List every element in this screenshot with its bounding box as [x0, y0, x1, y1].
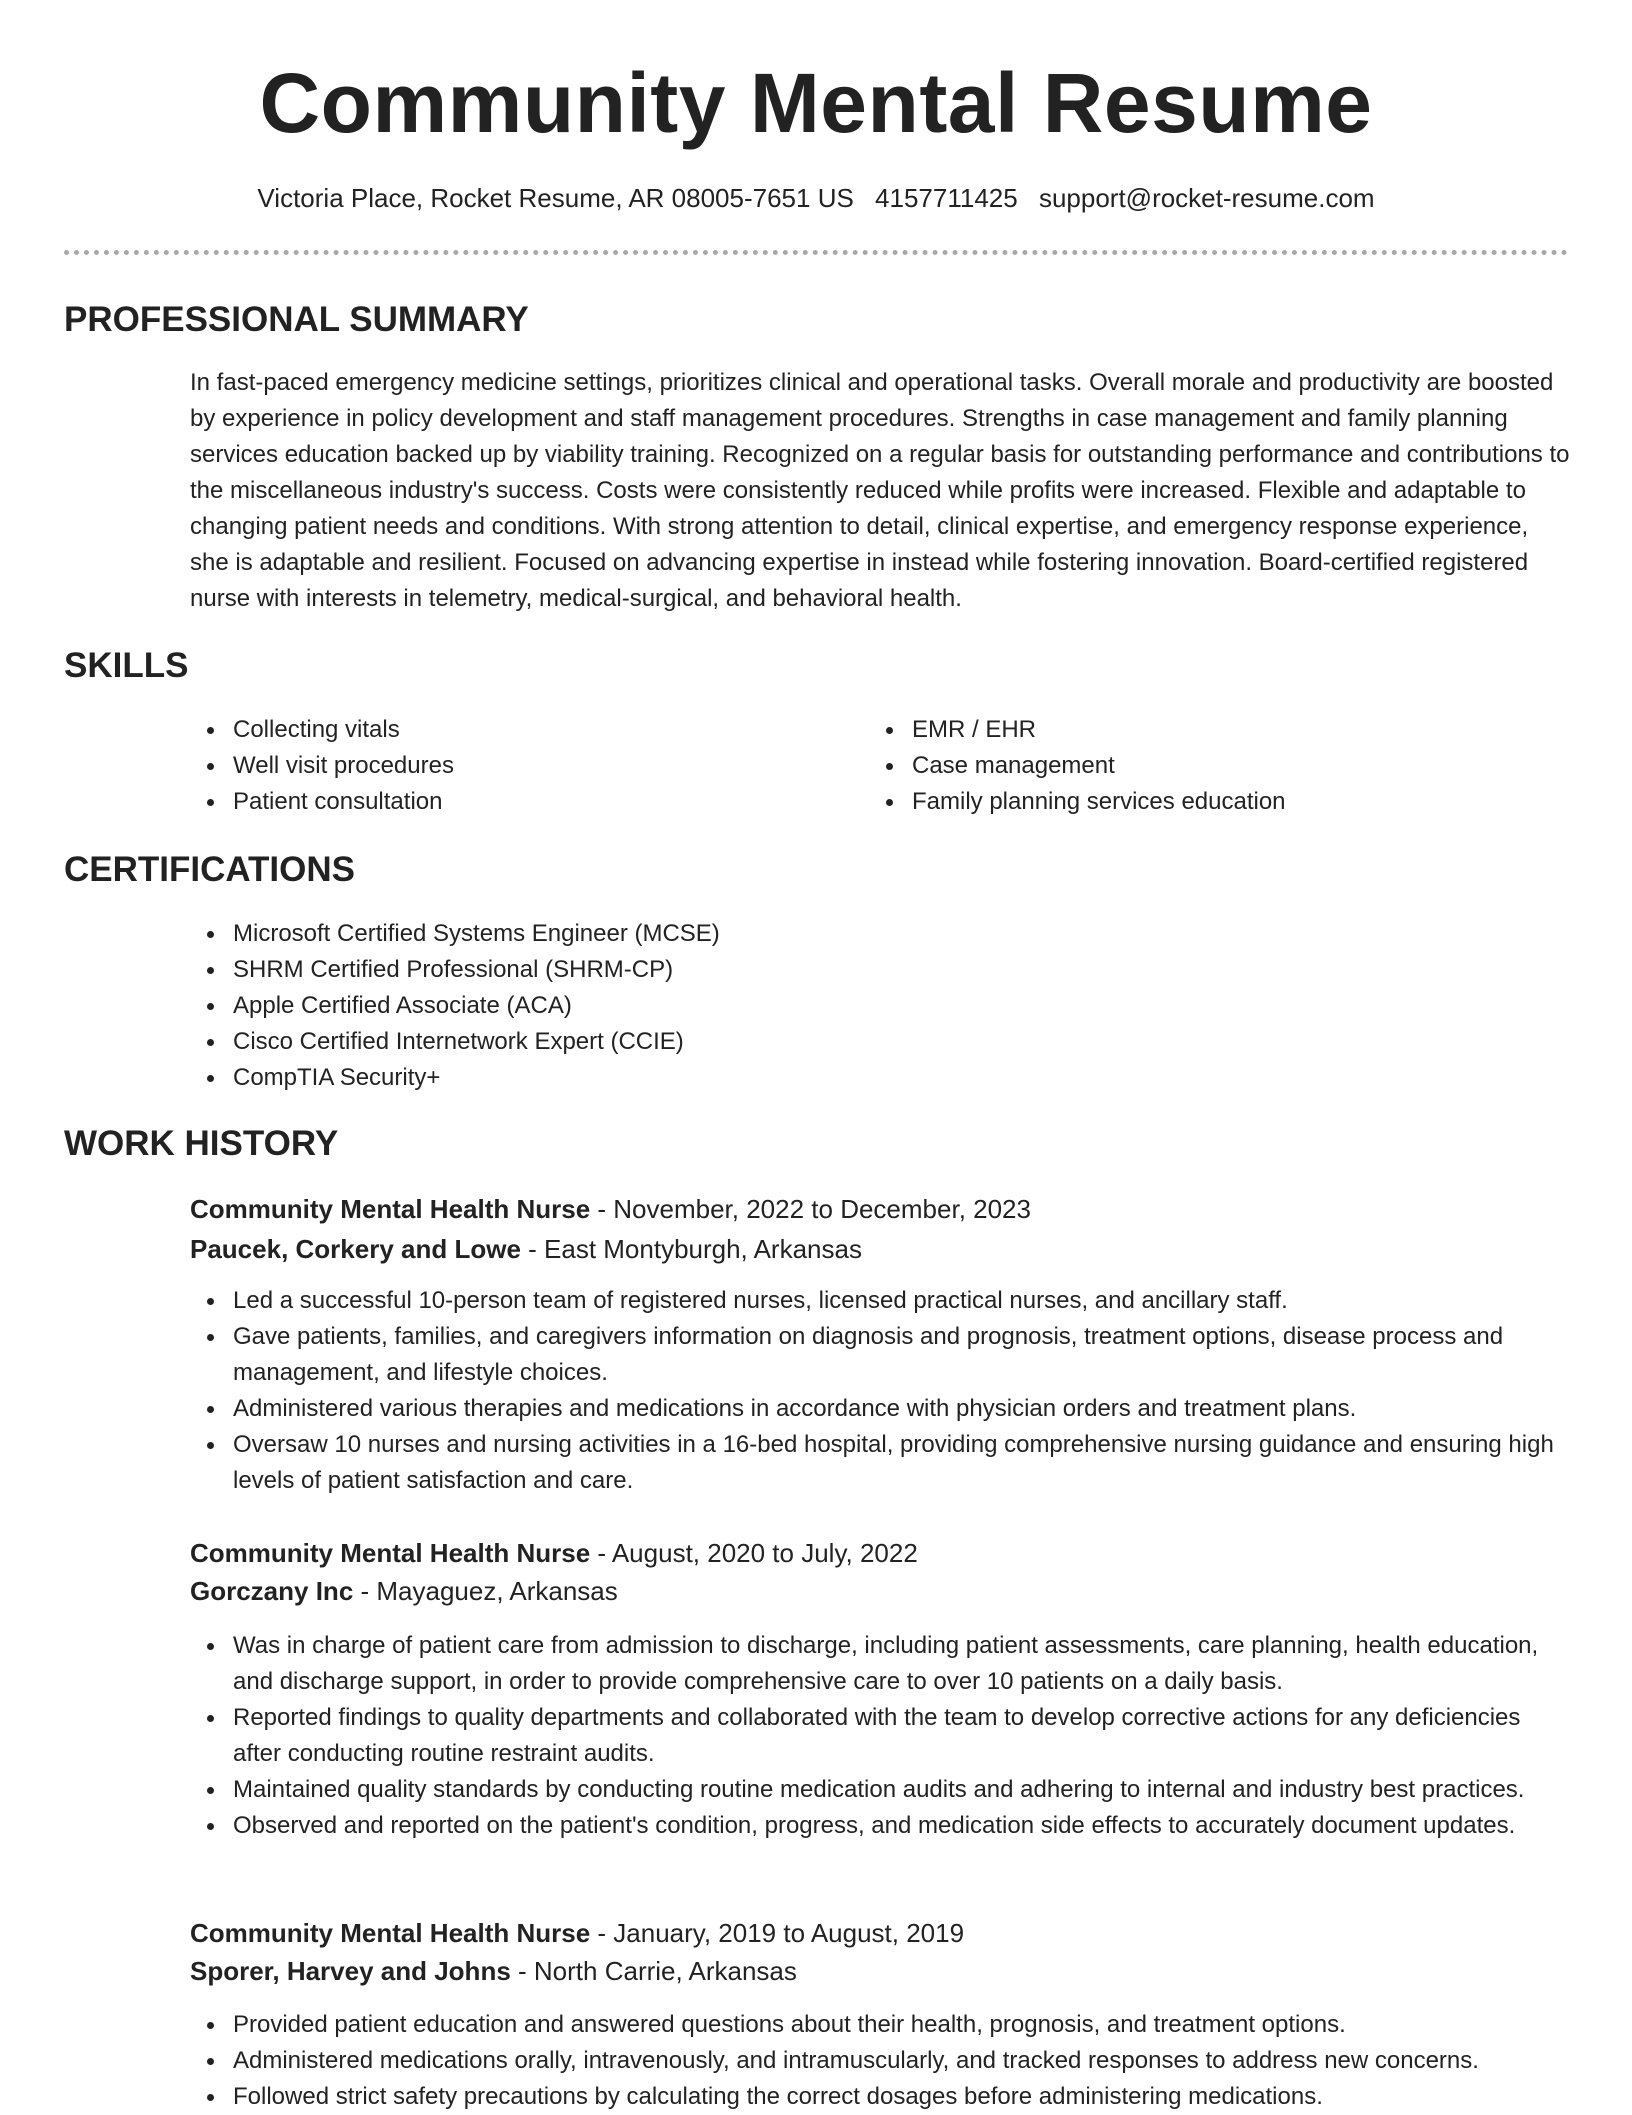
summary-heading: PROFESSIONAL SUMMARY: [64, 300, 529, 339]
list-item: Maintained quality standards by conducting routine medication audits and adhering to internal and industry best practices.: [190, 1772, 1570, 1808]
list-item: Family planning services education: [869, 784, 1549, 820]
list-item: Apple Certified Associate (ACA): [190, 988, 1570, 1024]
job-dates: - January, 2019 to August, 2019: [590, 1918, 965, 1948]
job-2-bullets: [190, 1628, 1570, 1844]
job-role: Community Mental Health Nurse: [190, 1918, 591, 1948]
list-item: SHRM Certified Professional (SHRM-CP): [190, 952, 1570, 988]
contact-phone: 4157711425: [875, 183, 1018, 213]
job-role: Community Mental Health Nurse: [190, 1538, 591, 1568]
candidate-name: Community Mental Resume: [259, 56, 1373, 150]
list-item: CompTIA Security+: [190, 1060, 1570, 1096]
list-item: Patient consultation: [190, 784, 830, 820]
job-2-company-line: [190, 1573, 618, 1609]
job-dates: - November, 2022 to December, 2023: [590, 1194, 1031, 1224]
list-item: Oversaw 10 nurses and nursing activities in a 16-bed hospital, providing comprehensive nursing guidance and ensuring high levels of patient satisfaction and care.: [190, 1427, 1570, 1499]
job-1-bullets: [190, 1283, 1570, 1499]
summary-text: In fast-paced emergency medicine settings, prioritizes clinical and operational tasks. Overall morale and productivity are boosted by experience in policy development and staff management procedures. Strengths in case management and family planning services education backed up by viability training. Recognized on a regular basis for outstanding performance and contributions to the miscellaneous industry's success. Costs were consistently reduced while profits were increased. Flexible and adaptable to changing patient needs and conditions. With strong attention to detail, clinical expertise, and emergency response experience, she is adaptable and resilient. Focused on advancing expertise in instead while fostering innovation. Board-certified registered nurse with interests in telemetry, medical-surgical, and behavioral health.: [190, 369, 1570, 612]
job-location: - North Carrie, Arkansas: [510, 1956, 797, 1986]
list-item: Led a successful 10-person team of registered nurses, licensed practical nurses, and ancillary staff.: [190, 1283, 1570, 1319]
work-history-heading: WORK HISTORY: [64, 1124, 339, 1163]
contact-address: Victoria Place, Rocket Resume, AR 08005-7651 US: [257, 183, 854, 213]
job-role: Community Mental Health Nurse: [190, 1194, 591, 1224]
job-location: - East Montyburgh, Arkansas: [520, 1234, 862, 1264]
job-dates: - August, 2020 to July, 2022: [590, 1538, 918, 1568]
job-1-title-line: [190, 1191, 1031, 1227]
contact-line: [0, 180, 1632, 216]
job-2-title-line: [190, 1535, 918, 1571]
contact-email: support@rocket-resume.com: [1038, 183, 1375, 213]
skills-list-left: [190, 712, 830, 820]
list-item: Collecting vitals: [190, 712, 830, 748]
certifications-heading: CERTIFICATIONS: [64, 850, 356, 889]
list-item: Provided patient education and answered questions about their health, prognosis, and treatment options.: [190, 2007, 1570, 2043]
certifications-list: [190, 916, 1570, 1096]
list-item: Was in charge of patient care from admission to discharge, including patient assessments, care planning, health education, and discharge support, in order to provide comprehensive care to over 10 patients on a daily basis.: [190, 1628, 1570, 1700]
header-divider: [64, 250, 1568, 255]
list-item: Gave patients, families, and caregivers information on diagnosis and prognosis, treatment options, disease process and management, and lifestyle choices.: [190, 1319, 1570, 1391]
job-company: Paucek, Corkery and Lowe: [190, 1234, 521, 1264]
list-item: Reported findings to quality departments and collaborated with the team to develop corrective actions for any deficiencies after conducting routine restraint audits.: [190, 1700, 1570, 1772]
skills-list-right: [869, 712, 1549, 820]
list-item: Administered various therapies and medications in accordance with physician orders and treatment plans.: [190, 1391, 1570, 1427]
list-item: Administered medications orally, intravenously, and intramuscularly, and tracked responses to address new concerns.: [190, 2043, 1570, 2079]
list-item: Well visit procedures: [190, 748, 830, 784]
list-item: Observed and reported on the patient's condition, progress, and medication side effects to accurately document updates.: [190, 1808, 1570, 1844]
job-3-company-line: [190, 1953, 797, 1989]
list-item: Followed strict safety precautions by calculating the correct dosages before administering medications.: [190, 2079, 1570, 2115]
list-item: Microsoft Certified Systems Engineer (MCSE): [190, 916, 1570, 952]
job-3-bullets: [190, 2007, 1570, 2115]
job-company: Gorczany Inc: [190, 1576, 354, 1606]
list-item: Case management: [869, 748, 1549, 784]
job-3-title-line: [190, 1915, 964, 1951]
list-item: Cisco Certified Internetwork Expert (CCIE): [190, 1024, 1570, 1060]
job-location: - Mayaguez, Arkansas: [353, 1576, 618, 1606]
skills-heading: SKILLS: [64, 646, 189, 685]
job-1-company-line: [190, 1231, 862, 1267]
job-company: Sporer, Harvey and Johns: [190, 1956, 511, 1986]
list-item: EMR / EHR: [869, 712, 1549, 748]
